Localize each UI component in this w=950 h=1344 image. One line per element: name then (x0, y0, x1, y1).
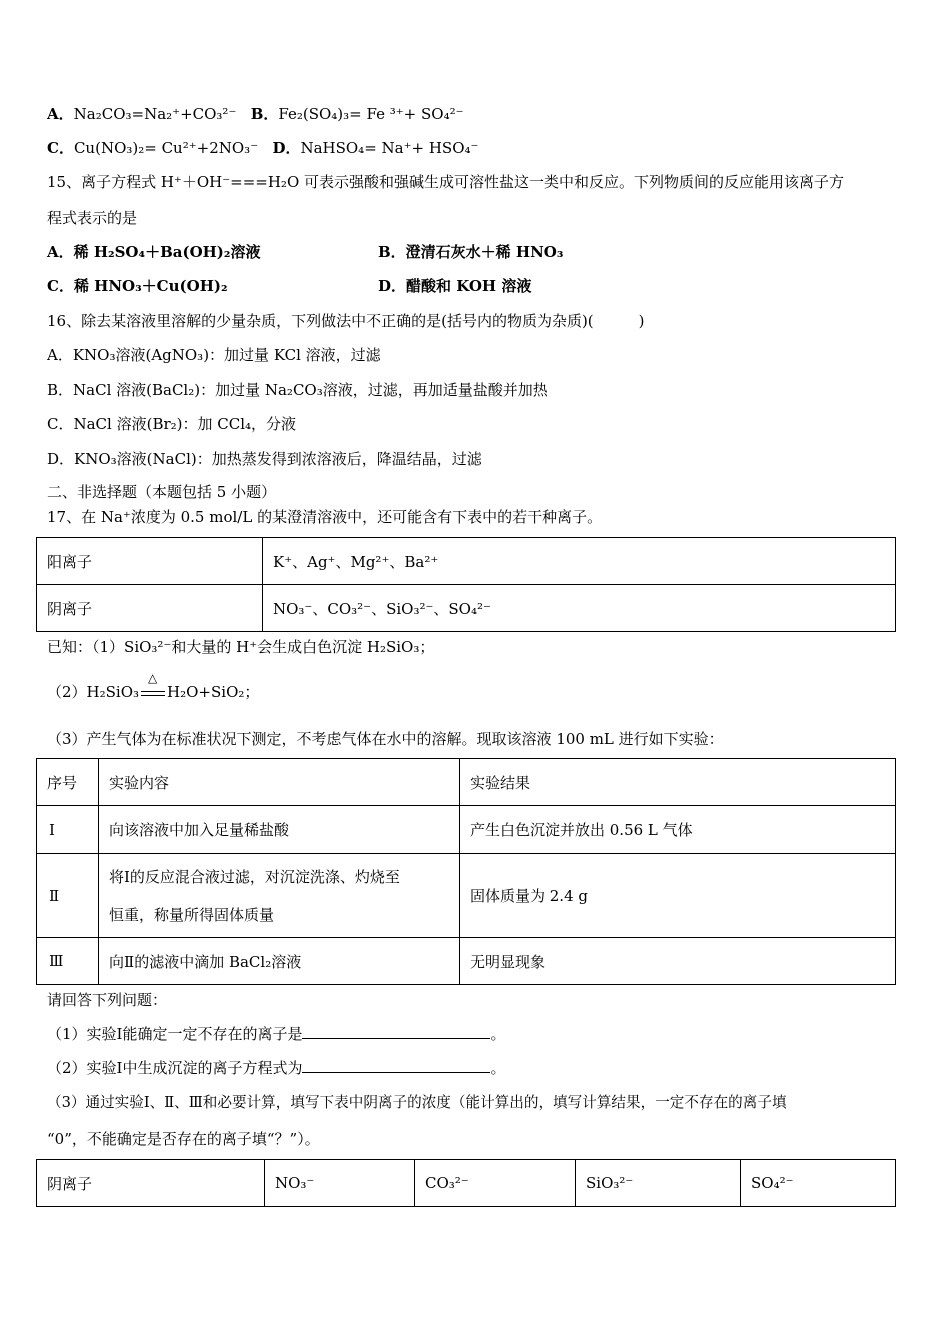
known-2-product: H₂O+SiO₂； (167, 683, 260, 701)
sub-question-1-end: 。 (490, 1025, 506, 1043)
known-2-reactant: （2）H₂SiO₃ (47, 683, 140, 701)
q14-option-a: Na₂CO₃=Na₂⁺+CO₃²⁻ (73, 105, 237, 123)
table-row (37, 938, 896, 985)
table-row (37, 1160, 896, 1207)
exp-content-cell: 向该溶液中加入足量稀盐酸 (99, 806, 460, 854)
exp-number-cell: Ⅲ (37, 938, 99, 985)
anion-header-cell: 阴离子 (37, 1160, 265, 1207)
known-2 (47, 671, 260, 702)
q16-option-c: C．NaCl 溶液(Br₂)：加 CCl₄，分液 (47, 415, 297, 433)
ion-type-cell: 阴离子 (37, 585, 263, 632)
exp-content-cell (99, 854, 460, 938)
ion-list-cell: NO₃⁻、CO₃²⁻、SiO₃²⁻、SO₄²⁻ (263, 585, 896, 632)
table-row (37, 538, 896, 585)
q15-option-c: C．稀 HNO₃＋Cu(OH)₂ (47, 277, 228, 295)
exp-content-line: 将Ⅰ的反应混合液过滤，对沉淀洗涤、灼烧至 (109, 867, 400, 886)
q16-option-d: D．KNO₃溶液(NaCl)：加热蒸发得到浓溶液后，降温结晶，过滤 (47, 450, 482, 468)
heat-triangle-icon: △ (148, 671, 158, 685)
q17-stem: 17、在 Na⁺浓度为 0.5 mol/L 的某澄清溶液中，还可能含有下表中的若干种离子。 (47, 508, 603, 526)
q16-option-a: A．KNO₃溶液(AgNO₃)：加过量 KCl 溶液，过滤 (47, 346, 381, 364)
sub-question-1 (47, 1024, 506, 1044)
anion-cell: SiO₃²⁻ (576, 1160, 741, 1207)
sub-question-2-text: （2）实验Ⅰ中生成沉淀的离子方程式为 (47, 1059, 303, 1077)
known-3: （3）产生气体为在标准状况下测定，不考虑气体在水中的溶解。现取该溶液 100 mL 进行如下实验： (47, 730, 724, 748)
exp-result-cell: 固体质量为 2.4 g (460, 854, 896, 938)
answer-blank[interactable] (302, 1024, 490, 1039)
ion-type-cell: 阳离子 (37, 538, 263, 585)
q16-option-b: B．NaCl 溶液(BaCl₂)：加过量 Na₂CO₃溶液，过滤，再加适量盐酸并加热 (47, 381, 548, 399)
answer-blank[interactable] (302, 1058, 490, 1073)
ion-list-cell: K⁺、Ag⁺、Mg²⁺、Ba²⁺ (263, 538, 896, 585)
q14-option-d-label: D． (272, 139, 301, 157)
sub-question-3-line2: “0”，不能确定是否存在的离子填“？”）。 (47, 1130, 320, 1148)
q15-stem-line1: 15、离子方程式 H⁺＋OH⁻===H₂O 可表示强酸和强碱生成可溶性盐这一类中和反应。下列物质间的反应能用该离子方 (47, 173, 845, 191)
known-1: 已知：（1）SiO₃²⁻和大量的 H⁺会生成白色沉淀 H₂SiO₃； (47, 638, 435, 656)
q14-line-cd (47, 138, 478, 158)
header-cell: 序号 (37, 759, 99, 806)
q16-stem: 16、除去某溶液里溶解的少量杂质，下列做法中不正确的是(括号内的物质为杂质)( ) (47, 312, 645, 330)
q14-option-c: Cu(NO₃)₂= Cu²⁺+2NO₃⁻ (73, 139, 259, 157)
exp-number-cell: Ⅰ (37, 806, 99, 854)
sub-question-2-end: 。 (490, 1059, 506, 1077)
heating-equals-sign (139, 671, 167, 702)
q14-option-d: NaHSO₄= Na⁺+ HSO₄⁻ (300, 139, 479, 157)
q15-option-a: A．稀 H₂SO₄＋Ba(OH)₂溶液 (47, 243, 261, 261)
table-header-row (37, 759, 896, 806)
q15-option-b: B．澄清石灰水＋稀 HNO₃ (378, 243, 564, 261)
exp-result-cell: 无明显现象 (460, 938, 896, 985)
q14-option-b: Fe₂(SO₄)₃= Fe ³⁺+ SO₄²⁻ (278, 105, 464, 123)
q14-option-b-label: B． (250, 105, 279, 123)
ask-line: 请回答下列问题： (47, 991, 168, 1009)
q15-option-d: D．醋酸和 KOH 溶液 (378, 277, 532, 295)
q14-line-ab (47, 104, 464, 124)
ion-table (36, 537, 896, 632)
experiment-table (36, 758, 896, 985)
double-line-icon (141, 691, 165, 696)
exp-content-line: 恒重，称量所得固体质量 (109, 905, 275, 924)
anion-table (36, 1159, 896, 1207)
q15-stem-line2: 程式表示的是 (47, 209, 138, 227)
table-row (37, 806, 896, 854)
anion-cell: NO₃⁻ (265, 1160, 415, 1207)
anion-cell: CO₃²⁻ (415, 1160, 576, 1207)
q14-option-c-label: C． (47, 139, 74, 157)
table-row (37, 585, 896, 632)
sub-question-2 (47, 1058, 506, 1078)
sub-question-1-text: （1）实验Ⅰ能确定一定不存在的离子是 (47, 1025, 303, 1043)
anion-cell: SO₄²⁻ (741, 1160, 896, 1207)
section-heading: 二、非选择题（本题包括 5 小题） (47, 483, 277, 501)
header-cell: 实验结果 (460, 759, 896, 806)
header-cell: 实验内容 (99, 759, 460, 806)
q14-option-a-label: A． (47, 105, 74, 123)
exp-result-cell: 产生白色沉淀并放出 0.56 L 气体 (460, 806, 896, 854)
table-row (37, 854, 896, 938)
exp-content-cell: 向Ⅱ的滤液中滴加 BaCl₂溶液 (99, 938, 460, 985)
sub-question-3-line1: （3）通过实验Ⅰ、Ⅱ、Ⅲ和必要计算，填写下表中阴离子的浓度（能计算出的，填写计算结果，一定不存在的离子填 (47, 1094, 787, 1111)
exp-number-cell: Ⅱ (37, 854, 99, 938)
